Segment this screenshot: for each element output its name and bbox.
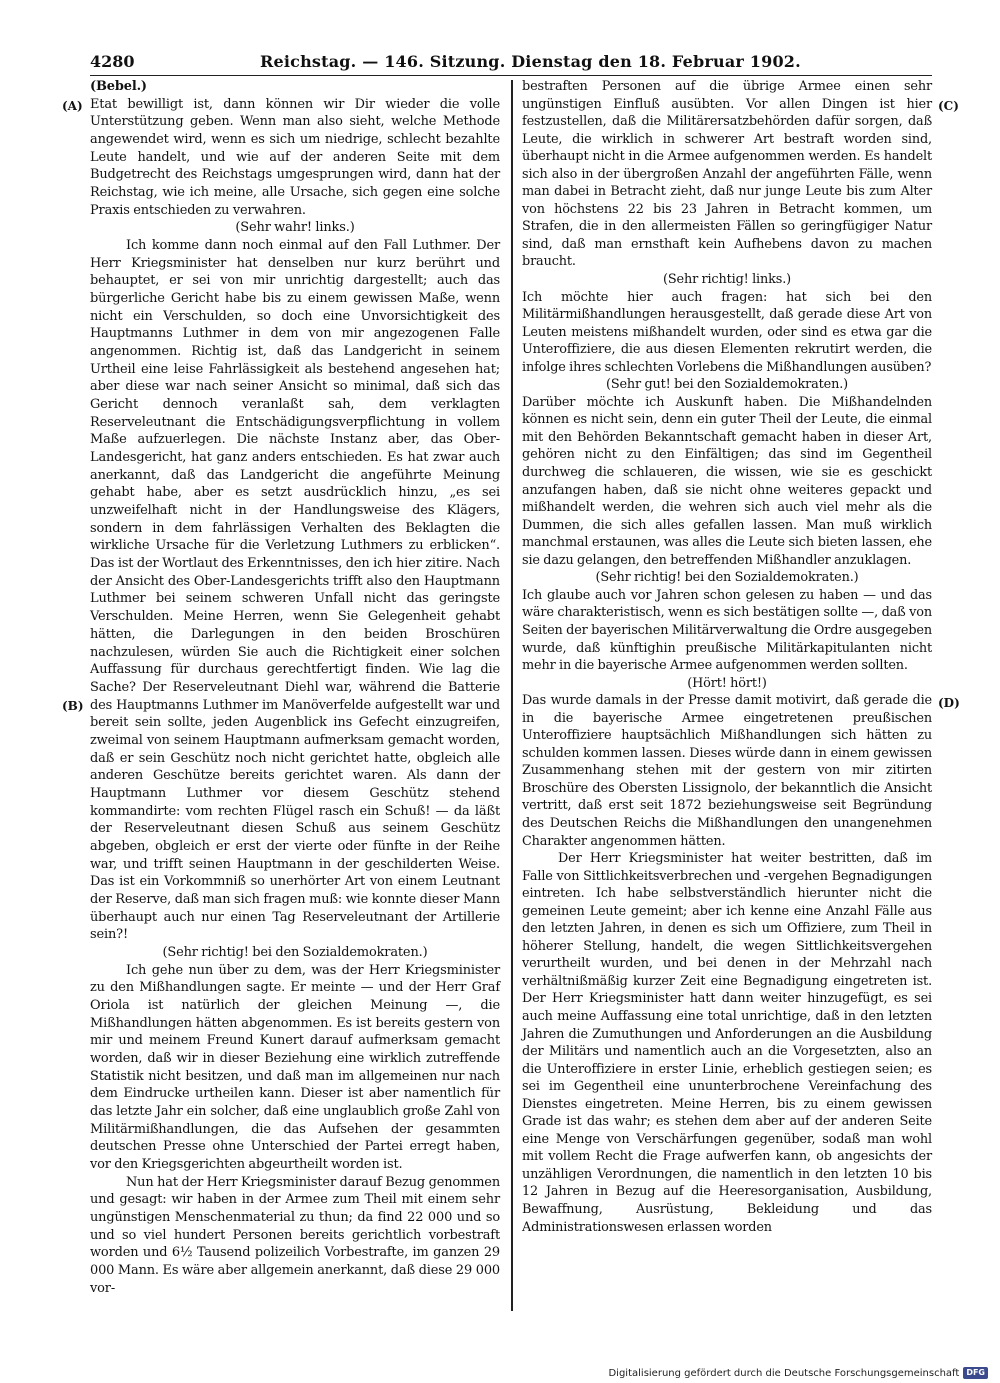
dfg-logo-icon: DFG (963, 1367, 988, 1379)
paragraph: Nun hat der Herr Kriegsminister darauf Bezug genommen und gesagt: wir haben in der Armee zum Theil mit einem sehr ungünstigen Menschenmaterial zu thun; da find 22 000 und so und so viel hundert Personen bereits gerichtlich vorbestraft worden und 6½ Tausend polizeilich Vorbestrafte, im ganzen 29 000 Mann. Es wäre aber allgemein anerkannt, daß diese 29 000 vor- (90, 1174, 500, 1296)
paragraph: Ich komme dann noch einmal auf den Fall Luthmer. Der Herr Kriegsminister hat denselben nur kurz berührt und behauptet, er sei von mir unrichtig dargestellt; auch das bürgerliche Gericht habe bis zu einem gewissen Maße, wenn nicht ein Verschulden, so doch eine Unvorsichtigkeit des Hauptmanns Luthmer in dem von mir angezogenen Falle angenommen. Richtig ist, daß das Landgericht in seinem Urtheil eine leise Fahrlässigkeit als bestehend angesehen hat; aber diese war nach seiner Ansicht so minimal, daß sich das Gericht dennoch veranlaßt sah, dem verklagten Reserveleutnant die Entschädigungsverpflichtung in vollem Maße aufzuerlegen. Die nächste Instanz aber, das Ober-Landesgericht, hat ganz anders entschieden. Es hat zwar auch anerkannt, daß das Landgericht die angeführte Meinung gehabt habe, aber es setzt ausdrücklich hinzu, „es sei unzweifelhaft nicht in der Handlungsweise des Klägers, sondern in dem fahrlässigen Verhalten des Beklagten die wirkliche Ursache für die Verletzung Luthmers zu erblicken“. Das ist der Wortlaut des Erkenntnisses, den ich hier zitire. Nach der Ansicht des Ober-Landesgerichts trifft also den Hauptmann Luthmer bei seinem schweren Unfall nicht das geringste Verschulden. Meine Herren, wenn Sie Gelegenheit gehabt hätten, die Darlegungen in den beiden Broschüren nachzulesen, würden Sie auch die Richtigkeit einer solchen Auffassung für durchaus gerechtfertigt finden. Wie lag die Sache? Der Reserveleutnant Diehl war, während die Batterie des Hauptmanns Luthmer im Manöverfelde aufgestellt war und bereit sein sollte, jeden Augenblick ins Gefecht einzugreifen, zweimal von seinem Hauptmann aufmerksam gemacht worden, daß er sein Geschütz noch nicht gerichtet hatte, obgleich alle anderen Geschütze bereits gerichtet waren. Als dann der Hauptmann Luthmer vor diesem Geschütz stehend kommandirte: vom rechten Flügel rasch ein Schuß! — da läßt der Reserveleutnant diesen Schuß aus seinem Geschütz abgeben, obgleich er erst der vierte oder fünfte in der Reihe war, und trifft seinen Hauptmann in der geschilderten Weise. Das ist ein Vorkommniß so unerhörter Art von einem Leutnant der Reserve, daß man sich fragen muß: wie konnte dieser Mann überhaupt auch nur einen Tag Reserveleutnant der Artillerie sein?! (90, 238, 500, 943)
speaker-label: (Bebel.) (90, 79, 147, 94)
page-number: 4280 (90, 52, 135, 71)
reaction: (Sehr gut! bei den Sozialdemokraten.) (605, 377, 849, 393)
reaction: (Sehr richtig! bei den Sozialdemokraten.) (162, 944, 428, 960)
right-column (522, 78, 932, 1236)
page-header (90, 49, 932, 76)
paragraph: Der Herr Kriegsminister hat weiter bestritten, daß im Falle von Sittlichkeitsverbrechen und -vergehen Begnadigungen eintreten. Ich habe selbstverständlich hierunter nicht die gemeinen Leute gemeint; aber ich kenne eine Anzahl Fälle aus den letzten Jahren, in denen es sich um Offiziere, zum Theil in höherer Stellung, handelt, die wegen Sittlichkeitsvergehen verurtheilt wurden, und bei denen in der Mehrzahl nach verhältnißmäßig kurzer Zeit eine Begnadigung eingetreten ist. Der Herr Kriegsminister hatt dann weiter hinzugefügt, es sei auch meine Auffassung eine total unrichtige, daß in den letzten Jahren die Zumuthungen und Anforderungen an die Ausbildung der Militärs und namentlich auch an die Vorgesetzten, also an die Unteroffiziere in erster Linie, erheblich gestiegen seien; es sei im Gegentheil eine ununterbrochene Vereinfachung des Dienstes eingetreten. Meine Herren, bis zu einem gewissen Grade ist das wahr; es stehen dem aber auf der anderen Seite eine Menge von Verschärfungen gegenüber, sodaß man wohl mit vollem Recht die Frage aufwerfen kann, ob angesichts der unzähligen Verordnungen, die namentlich in den letzten 10 bis 12 Jahren in Bezug auf die Heeresorganisation, Ausbildung, Bewaffnung, Ausrüstung, Bekleidung und das Administrationswesen erlassen worden (522, 851, 932, 1235)
paragraph: Ich gehe nun über zu dem, was der Herr Kriegsminister zu den Mißhandlungen sagte. Er meinte — und der Herr Graf Oriola ist natürlich der gleichen Meinung —, die Mißhandlungen hätten abgenommen. Es ist bereits gestern von mir und meinem Freund Kunert darauf aufmerksam gemacht worden, daß wir in dieser Beziehung eine wirklich zutreffende Statistik nicht besitzen, und daß man im allgemeinen nur nach dem Eindrucke urtheilen kann. Dieser ist aber namentlich für das letzte Jahr ein solcher, daß eine unglaublich große Zahl von Militärmißhandlungen, die das Aufsehen der gesammten deutschen Presse ohne Unterschied der Partei erregt haben, vor den Kriegsgerichten abgeurtheilt worden ist. (90, 962, 500, 1172)
footer-credit (608, 1366, 988, 1380)
reaction: (Sehr richtig! bei den Sozialdemokraten.) (595, 570, 859, 586)
margin-marker-d: (D) (938, 696, 960, 710)
margin-marker-c: (C) (938, 99, 959, 113)
funding-credit-text: Digitalisierung gefördert durch die Deutsche Forschungsgemeinschaft (608, 1367, 960, 1379)
paragraph: Etat bewilligt ist, dann können wir Dir wieder die volle Unterstützung geben. Wenn man also sieht, welche Methode angewendet wird, wenn es sich um niedrige, schlecht bezahlte Leute handelt, und wie auf der anderen Seite mit dem Budgetrecht des Reichstags umgesprungen wird, dann hat der Reichstag, wie ich meine, alle Ursache, sich gegen eine solche Praxis entschieden zu verwahren. (90, 96, 500, 218)
paragraph: Darüber möchte ich Auskunft haben. Die Mißhandelnden können es nicht sein, denn ein guter Theil der Leute, die einmal mit den Behörden Bekanntschaft gemacht haben in dieser Art, gehören nicht zu den Einfältigen; das sind im Gegentheil durchweg die schlaueren, die wissen, wie sie es geschickt anzufangen haben, daß sie nicht ohne weiteres gepackt und mißhandelt werden, die wehren sich auch viel mehr als die Dummen, die sich alles gefallen lassen. Man muß wirklich manchmal erstaunen, was alles die Leute sich bieten lassen, ehe sie dazu gelangen, den betreffenden Mißhandler anzuklagen. (522, 394, 932, 568)
reaction: (Sehr richtig! links.) (662, 272, 791, 288)
paragraph: Das wurde damals in der Presse damit motivirt, daß gerade die in die bayerische Armee eingetretenen preußischen Unteroffiziere hauptsächlich Mißhandlungen sich hätten zu schulden kommen lassen. Dieses würde dann in einem gewissen Zusammenhang stehen mit der gestern von mir zitirten Broschüre des Obersten Lissignolo, der bekanntlich die Ansicht vertritt, daß erst seit 1872 beziehungsweise seit Begründung des Deutschen Reichs die Mißhandlungen den unangenehmen Charakter angenommen hätten. (522, 693, 932, 849)
left-column (90, 78, 500, 1297)
margin-marker-b: (B) (62, 699, 84, 713)
paragraph: bestraften Personen auf die übrige Armee einen sehr ungünstigen Einfluß ausübten. Vor allen Dingen ist hier festzustellen, daß die Militärersatzbehörden dafür sorgen, daß Leute, die wirklich in schwerer Art bestraft worden sind, überhaupt nicht in die Armee aufgenommen werden. Es handelt sich also in der übergroßen Anzahl der angeführten Fälle, wenn man dabei in Betracht zieht, daß nur junge Leute bis zum Alter von höchstens 22 bis 23 Jahren in Betracht kommen, um Strafen, die in den allermeisten Fällen so geringfügiger Natur sind, daß man ernsthaft kein Aufhebens davon zu machen braucht. (522, 79, 932, 270)
paragraph: Ich glaube auch vor Jahren schon gelesen zu haben — und das wäre charakteristisch, wenn es sich bestätigen sollte —, daß von Seiten der bayerischen Militärverwaltung die Ordre ausgegeben wurde, daß künftighin preußische Militärkapitulanten nicht mehr in die bayerische Armee aufgenommen werden sollten. (522, 587, 932, 674)
margin-marker-a: (A) (62, 99, 83, 113)
column-divider (511, 80, 513, 1311)
running-title: Reichstag. — 146. Sitzung. Dienstag den 18. Februar 1902. (260, 52, 801, 71)
reaction: (Hört! hört!) (687, 675, 767, 691)
reaction: (Sehr wahr! links.) (235, 220, 355, 236)
paragraph: Ich möchte hier auch fragen: hat sich bei den Militärmißhandlungen herausgestellt, daß gerade diese Art von Leuten meistens mißhandelt wurden, oder sind es etwa gar die Unteroffiziere, die aus diesen Elementen rekrutirt werden, die infolge ihres schlechten Vorlebens die Mißhandlungen ausüben? (522, 289, 932, 375)
